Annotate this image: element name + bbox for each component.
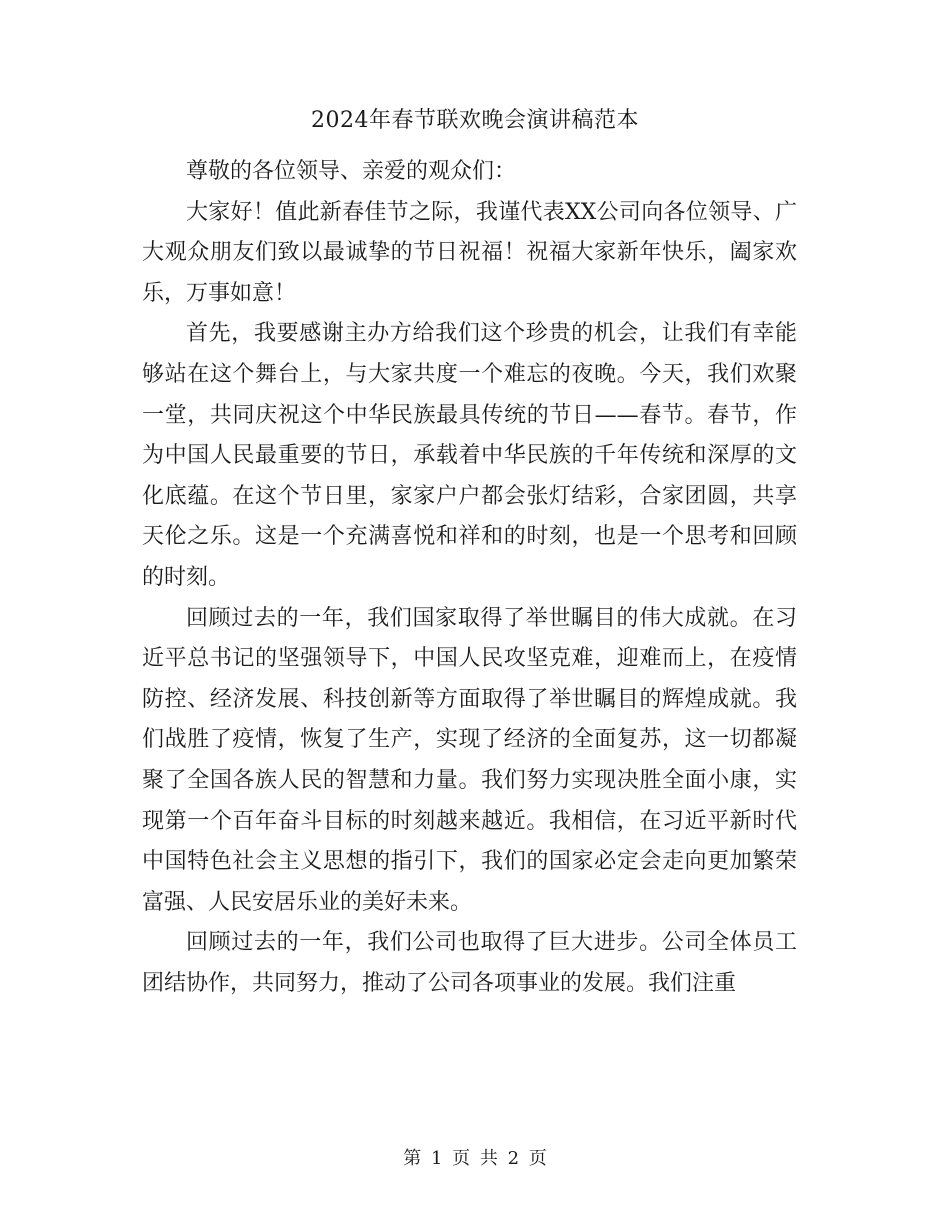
page-number-footer: 第 1 页 共 2 页 bbox=[403, 1148, 547, 1169]
paragraph-thanks: 首先，我要感谢主办方给我们这个珍贵的机会，让我们有幸能够站在这个舞台上，与大家共度一个难忘的夜晚。今天，我们欢聚一堂，共同庆祝这个中华民族最具传统的节日——春节。春节，作为中国人民最重要的节日，承载着中华民族的千年传统和深厚的文化底蕴。在这个节日里，家家户户都会张灯结彩，合家团圆，共享天伦之乐。这是一个充满喜悦和祥和的时刻，也是一个思考和回顾的时刻。 bbox=[142, 321, 797, 590]
paragraph-company-review: 回顾过去的一年，我们公司也取得了巨大进步。公司全体员工团结协作，共同努力，推动了公司各项事业的发展。我们注重 bbox=[142, 930, 797, 996]
document-title: 2024年春节联欢晚会演讲稿范本 bbox=[311, 108, 639, 133]
paragraph-salutation: 尊敬的各位领导、亲爱的观众们： bbox=[186, 159, 517, 184]
paragraph-national-review: 回顾过去的一年，我们国家取得了举世瞩目的伟大成就。在习近平总书记的坚强领导下，中国人民攻坚克难，迎难而上，在疫情防控、经济发展、科技创新等方面取得了举世瞩目的辉煌成就。我们战胜了疫情，恢复了生产，实现了经济的全面复苏，这一切都凝聚了全国各族人民的智慧和力量。我们努力实现决胜全面小康，实现第一个百年奋斗目标的时刻越来越近。我相信，在习近平新时代中国特色社会主义思想的指引下，我们的国家必定会走向更加繁荣富强、人民安居乐业的美好未来。 bbox=[142, 605, 797, 915]
paragraph-greeting: 大家好！值此新春佳节之际，我谨代表XX公司向各位领导、广大观众朋友们致以最诚挚的节日祝福！祝福大家新年快乐，阖家欢乐，万事如意！ bbox=[142, 199, 797, 306]
document-body bbox=[142, 152, 797, 1004]
